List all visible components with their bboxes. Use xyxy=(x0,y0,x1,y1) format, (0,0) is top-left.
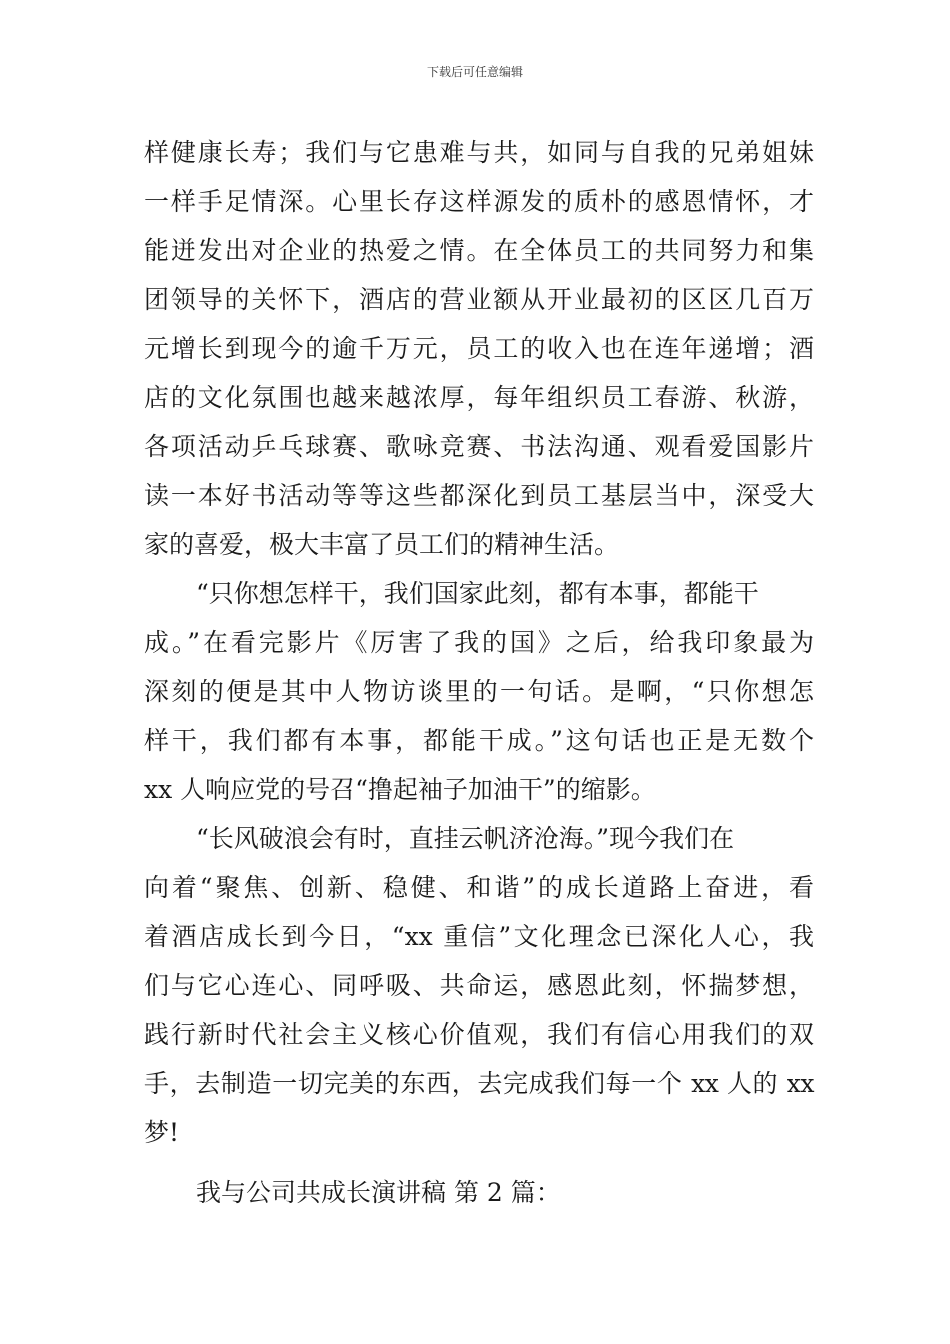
paragraph-line: 深刻的便是其中人物访谈里的一句话。是啊，“只你想怎 xyxy=(144,677,814,706)
paragraph-line: 着酒店成长到今日，“xx 重信”文化理念已深化人心，我 xyxy=(144,922,814,951)
paragraph-line: 践行新时代社会主义核心价值观，我们有信心用我们的双 xyxy=(144,1020,814,1049)
paragraph-line: 样健康长寿；我们与它患难与共，如同与自我的兄弟姐妹 xyxy=(144,138,814,167)
section-heading: 我与公司共成长演讲稿 第 2 篇： xyxy=(196,1178,561,1207)
paragraph-line: 们与它心连心、同呼吸、共命运，感恩此刻，怀揣梦想， xyxy=(144,971,814,1000)
paragraph-line: 一样手足情深。心里长存这样源发的质朴的感恩情怀，才 xyxy=(144,187,814,216)
paragraph-line: 能迸发出对企业的热爱之情。在全体员工的共同努力和集 xyxy=(144,236,814,265)
document-body xyxy=(144,128,814,1221)
paragraph-line: xx 人响应党的号召“撸起袖子加油干”的缩影。 xyxy=(144,775,656,804)
paragraph-line: 读一本好书活动等等这些都深化到员工基层当中，深受大 xyxy=(144,481,814,510)
paragraph-line: “只你想怎样干，我们国家此刻，都有本事，都能干 xyxy=(196,579,759,608)
paragraph-line: 店的文化氛围也越来越浓厚，每年组织员工春游、秋游， xyxy=(144,383,814,412)
paragraph-line: 手，去制造一切完美的东西，去完成我们每一个 xx 人的 xx xyxy=(144,1069,814,1098)
paragraph-line: 成。”在看完影片《厉害了我的国》之后，给我印象最为 xyxy=(144,628,814,657)
paragraph-line: 梦! xyxy=(144,1118,180,1147)
paragraph-line: 家的喜爱，极大丰富了员工们的精神生活。 xyxy=(144,530,620,559)
paragraph-line: 向着“聚焦、创新、稳健、和谐”的成长道路上奋进，看 xyxy=(144,873,814,902)
paragraph-line: “长风破浪会有时，直挂云帆济沧海。”现今我们在 xyxy=(196,824,735,853)
paragraph-line: 元增长到现今的逾千万元，员工的收入也在连年递增；酒 xyxy=(144,334,814,363)
section-spacer xyxy=(144,1157,814,1165)
paragraph-line: 各项活动乒乓球赛、歌咏竞赛、书法沟通、观看爱国影片 xyxy=(144,432,814,461)
page-header: 下载后可任意编辑 xyxy=(426,65,523,79)
paragraph-line: 团领导的关怀下，酒店的营业额从开业最初的区区几百万 xyxy=(144,285,814,314)
paragraph-line: 样干，我们都有本事，都能干成。”这句话也正是无数个 xyxy=(144,726,814,755)
